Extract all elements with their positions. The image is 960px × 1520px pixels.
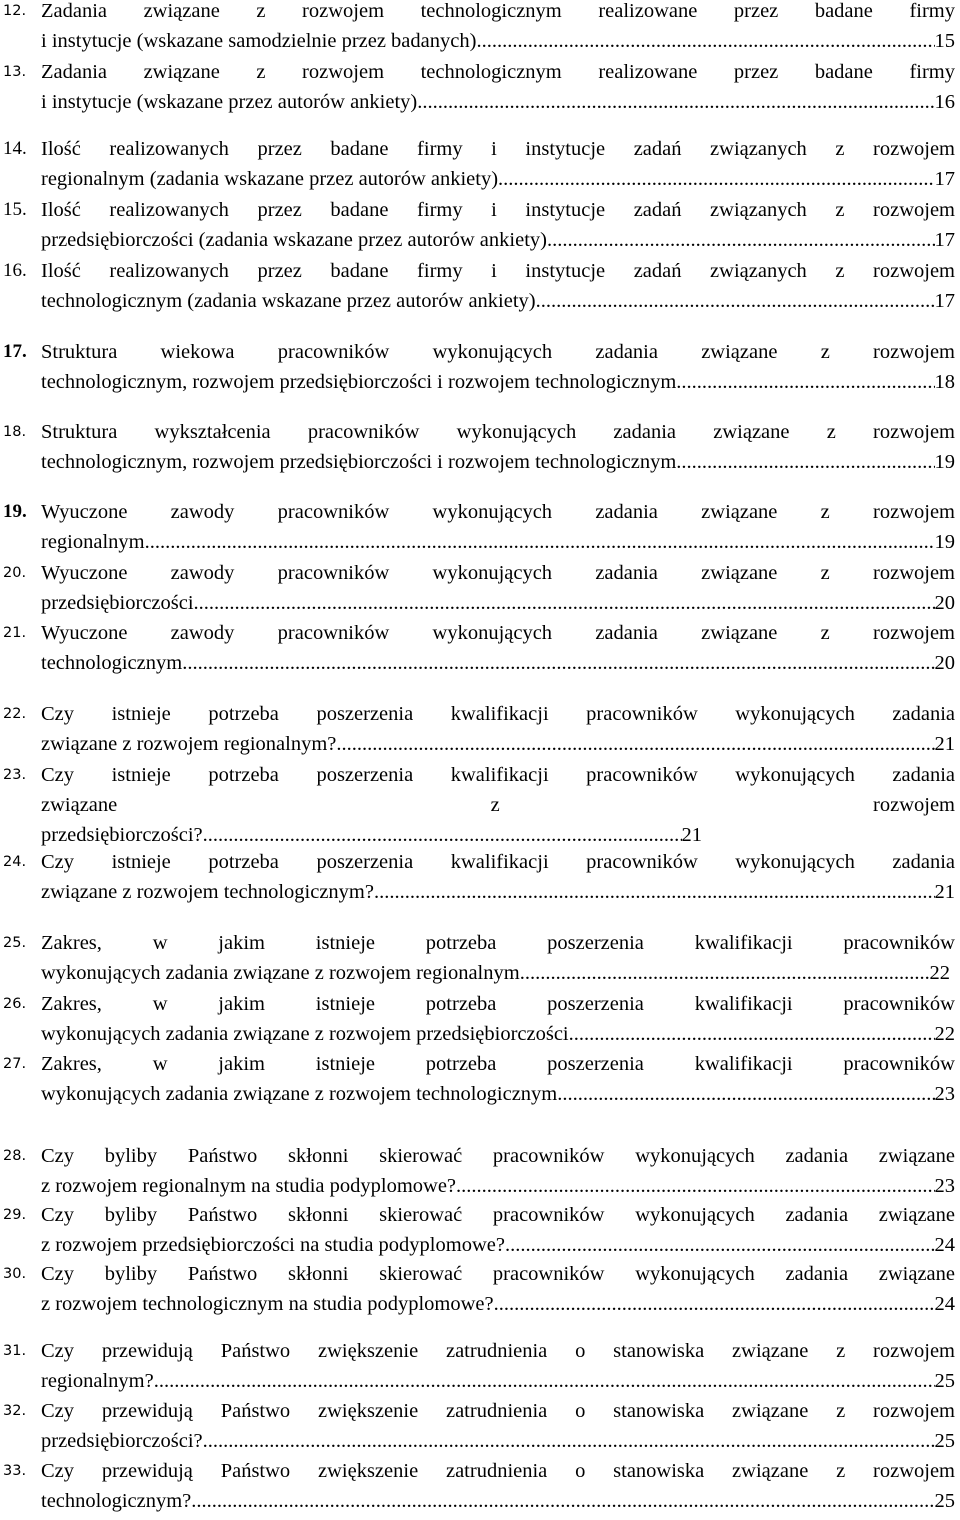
entry-title-line-1: Zadania związane z rozwojem technologicznym realizowane przez badane firmy [41, 0, 955, 22]
dot-leader [476, 26, 934, 56]
entry-title-end: technologicznym, rozwojem przedsiębiorczości i rozwojem technologicznym [41, 451, 677, 473]
entry-title-line-1: Czy byliby Państwo skłonni skierować pracowników wykonujących zadania związane [41, 1145, 955, 1167]
entry-title-line-1: Czy istnieje potrzeba poszerzenia kwalifikacji pracowników wykonujących zadania [41, 764, 955, 786]
entry-title-end: przedsiębiorczości? [41, 1430, 203, 1452]
entry-title-line-2 [41, 367, 955, 397]
dot-leader [557, 1079, 934, 1109]
page-number[interactable]: 25 [934, 1370, 955, 1392]
dot-leader [536, 286, 935, 316]
entry-title-end: wykonujących zadania związane z rozwojem regionalnym [41, 962, 520, 984]
entry-number: 14. [3, 138, 27, 159]
entry-title-end: regionalnym (zadania wskazane przez autorów ankiety) [41, 168, 499, 190]
entry-title-line-2 [41, 729, 955, 759]
entry-title-line-2 [41, 648, 955, 678]
entry-title-line-2 [41, 87, 955, 117]
entry-title-line-1: Czy przewidują Państwo zwiększenie zatrudnienia o stanowiska związane z rozwojem [41, 1400, 955, 1422]
entry-title-line-1: Wyuczone zawody pracowników wykonujących zadania związane z rozwojem [41, 622, 955, 644]
entry-title-line-1: Czy byliby Państwo skłonni skierować pracowników wykonujących zadania związane [41, 1263, 955, 1285]
entry-title-line-1: Czy istnieje potrzeba poszerzenia kwalifikacji pracowników wykonujących zadania [41, 703, 955, 725]
entry-number: 24. [3, 854, 27, 870]
entry-title-end: przedsiębiorczości [41, 592, 194, 614]
page-number[interactable]: 17 [934, 290, 955, 312]
entry-number: 30. [3, 1266, 27, 1282]
entry-title-line-1: Czy byliby Państwo skłonni skierować pracowników wykonujących zadania związane [41, 1204, 955, 1226]
dot-leader [194, 588, 935, 618]
page-number[interactable]: 21 [681, 824, 702, 846]
page-number[interactable]: 19 [934, 531, 955, 553]
page-number[interactable]: 17 [934, 168, 955, 190]
entry-title-line-2 [41, 877, 955, 907]
entry-number: 17. [3, 341, 27, 362]
entry-title-end: regionalnym? [41, 1370, 154, 1392]
entry-title-end: i instytucje (wskazane przez autorów ankiety) [41, 91, 418, 113]
entry-title-line-1: Wyuczone zawody pracowników wykonujących zadania związane z rozwojem [41, 501, 955, 523]
entry-title-end: i instytucje (wskazane samodzielnie przez badanych) [41, 30, 477, 52]
entry-title-end: z rozwojem technologicznym na studia podyplomowe? [41, 1293, 494, 1315]
page-number[interactable]: 24 [934, 1293, 955, 1315]
dot-leader [505, 1230, 935, 1260]
entry-number: 26. [3, 996, 27, 1012]
entry-number: 18. [3, 424, 27, 440]
entry-title-line-2: związane z rozwojem [41, 794, 955, 816]
entry-number: 27. [3, 1056, 27, 1072]
dot-leader [676, 447, 934, 477]
page-number[interactable]: 21 [934, 733, 955, 755]
dot-leader [191, 1486, 934, 1516]
entry-number: 13. [3, 64, 27, 80]
dot-leader [456, 1171, 934, 1201]
entry-title-line-2 [41, 1019, 955, 1049]
page-number[interactable]: 20 [934, 652, 955, 674]
page-number[interactable]: 23 [934, 1083, 955, 1105]
page-number[interactable]: 18 [934, 371, 955, 393]
dot-leader [494, 1289, 935, 1319]
entry-title-line-1: Czy istnieje potrzeba poszerzenia kwalifikacji pracowników wykonujących zadania [41, 851, 955, 873]
entry-title-line-2 [41, 164, 955, 194]
entry-title-end: przedsiębiorczości? [41, 824, 203, 846]
entry-title-end: z rozwojem przedsiębiorczości na studia podyplomowe? [41, 1234, 505, 1256]
entry-number: 20. [3, 565, 27, 581]
entry-title-line-1: Ilość realizowanych przez badane firmy i instytucje zadań związanych z rozwojem [41, 260, 955, 282]
entry-title-line-2 [41, 1426, 955, 1456]
dot-leader [203, 820, 682, 850]
page-number[interactable]: 23 [934, 1175, 955, 1197]
entry-title-end: technologicznym (zadania wskazane przez autorów ankiety) [41, 290, 536, 312]
dot-leader [676, 367, 934, 397]
entry-number: 21. [3, 625, 27, 641]
entry-title-line-1: Zakres, w jakim istnieje potrzeba poszerzenia kwalifikacji pracowników [41, 932, 955, 954]
entry-title-end: technologicznym? [41, 1490, 192, 1512]
page-number[interactable]: 20 [934, 592, 955, 614]
entry-title-line-1: Struktura wykształcenia pracowników wykonujących zadania związane z rozwojem [41, 421, 955, 443]
page-number[interactable]: 25 [934, 1490, 955, 1512]
entry-title-line-1: Struktura wiekowa pracowników wykonujących zadania związane z rozwojem [41, 341, 955, 363]
entry-title-line-2 [41, 1171, 955, 1201]
entry-number: 22. [3, 706, 27, 722]
entry-title-line-1: Ilość realizowanych przez badane firmy i instytucje zadań związanych z rozwojem [41, 138, 955, 160]
dot-leader [498, 164, 934, 194]
entry-number: 33. [3, 1463, 27, 1479]
entry-title-line-1: Czy przewidują Państwo zwiększenie zatrudnienia o stanowiska związane z rozwojem [41, 1460, 955, 1482]
entry-title-line-2 [41, 1230, 955, 1260]
entry-title-end: technologicznym [41, 652, 183, 674]
entry-title-line-2 [41, 958, 950, 988]
entry-number: 15. [3, 199, 27, 220]
entry-title-end: związane z rozwojem regionalnym? [41, 733, 337, 755]
entry-number: 31. [3, 1343, 27, 1359]
entry-title-line-2 [41, 1289, 955, 1319]
entry-title-line-3 [41, 820, 702, 850]
entry-title-line-2 [41, 1079, 955, 1109]
page-number[interactable]: 22 [929, 962, 950, 984]
page-number[interactable]: 17 [934, 229, 955, 251]
entry-title-end: przedsiębiorczości (zadania wskazane przez autorów ankiety) [41, 229, 547, 251]
entry-title-line-2 [41, 447, 955, 477]
entry-title-end: regionalnym [41, 531, 145, 553]
dot-leader [547, 225, 935, 255]
page-number[interactable]: 16 [934, 91, 955, 113]
entry-title-end: wykonujących zadania związane z rozwojem przedsiębiorczości [41, 1023, 569, 1045]
dot-leader [417, 87, 934, 117]
dot-leader [336, 729, 934, 759]
dot-leader [145, 527, 935, 557]
entry-title-line-1: Zakres, w jakim istnieje potrzeba poszerzenia kwalifikacji pracowników [41, 1053, 955, 1075]
dot-leader [374, 877, 935, 907]
page-number[interactable]: 24 [934, 1234, 955, 1256]
dot-leader [203, 1426, 935, 1456]
entry-number: 19. [3, 501, 27, 522]
dot-leader [520, 958, 930, 988]
dot-leader [182, 648, 934, 678]
entry-number: 32. [3, 1403, 27, 1419]
page-number[interactable]: 25 [934, 1430, 955, 1452]
page-number[interactable]: 15 [934, 30, 955, 52]
entry-title-line-1: Wyuczone zawody pracowników wykonujących zadania związane z rozwojem [41, 562, 955, 584]
entry-title-line-2 [41, 286, 955, 316]
entry-number: 12. [3, 3, 27, 19]
entry-title-end: z rozwojem regionalnym na studia podyplomowe? [41, 1175, 457, 1197]
dot-leader [154, 1366, 935, 1396]
entry-title-line-2 [41, 225, 955, 255]
page-number[interactable]: 21 [934, 881, 955, 903]
entry-title-line-2 [41, 527, 955, 557]
entry-number: 29. [3, 1207, 27, 1223]
entry-title-line-1: Czy przewidują Państwo zwiększenie zatrudnienia o stanowiska związane z rozwojem [41, 1340, 955, 1362]
entry-number: 23. [3, 767, 27, 783]
entry-title-line-1: Zadania związane z rozwojem technologicznym realizowane przez badane firmy [41, 61, 955, 83]
entry-title-line-2 [41, 1366, 955, 1396]
entry-number: 25. [3, 935, 27, 951]
entry-title-end: wykonujących zadania związane z rozwojem technologicznym [41, 1083, 558, 1105]
page-number[interactable]: 22 [934, 1023, 955, 1045]
entry-title-line-2 [41, 26, 955, 56]
entry-number: 16. [3, 260, 27, 281]
entry-title-line-1: Ilość realizowanych przez badane firmy i instytucje zadań związanych z rozwojem [41, 199, 955, 221]
entry-number: 28. [3, 1148, 27, 1164]
entry-title-end: technologicznym, rozwojem przedsiębiorczości i rozwojem technologicznym [41, 371, 677, 393]
page-number[interactable]: 19 [934, 451, 955, 473]
entry-title-line-1: Zakres, w jakim istnieje potrzeba poszerzenia kwalifikacji pracowników [41, 993, 955, 1015]
entry-title-line-2 [41, 588, 955, 618]
entry-title-end: związane z rozwojem technologicznym? [41, 881, 374, 903]
dot-leader [569, 1019, 935, 1049]
entry-title-line-2 [41, 1486, 955, 1516]
